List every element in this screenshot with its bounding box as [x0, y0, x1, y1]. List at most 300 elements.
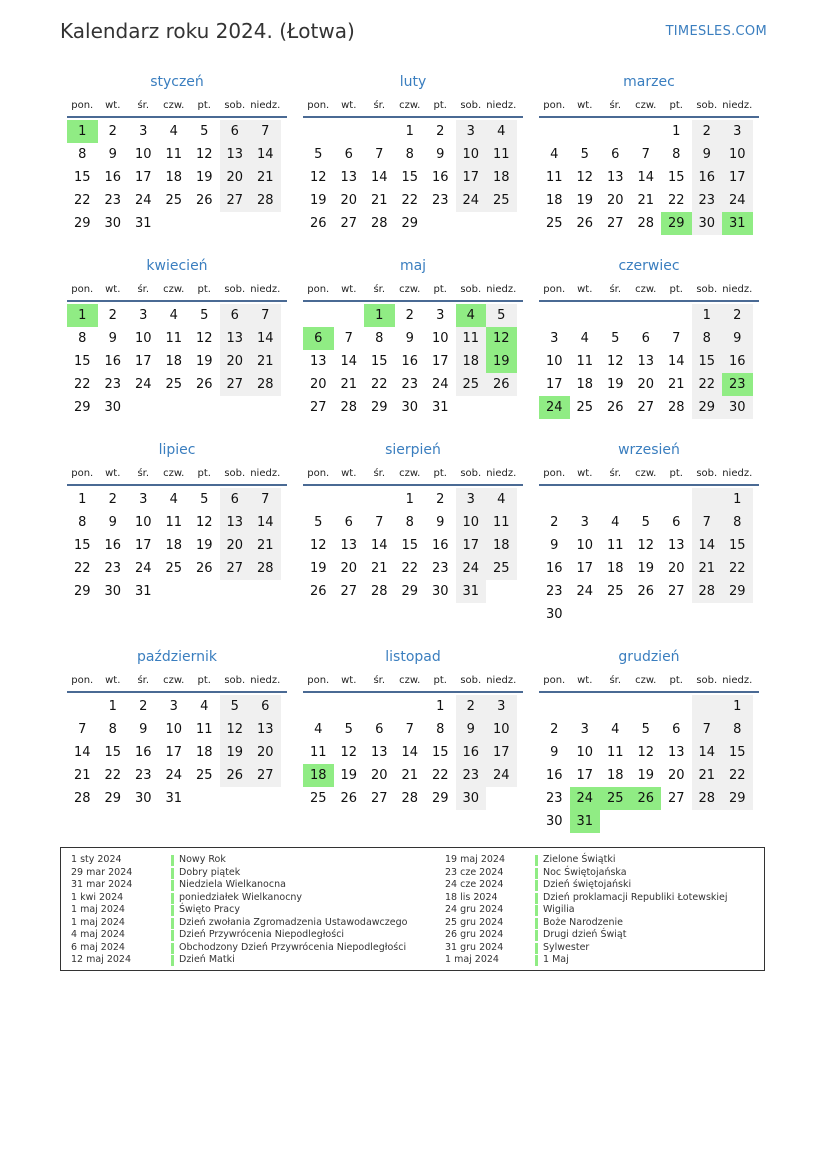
day-cell: 31	[456, 580, 487, 603]
month-block	[303, 438, 523, 603]
holiday-marker	[535, 905, 538, 916]
weekday-label: pt.	[433, 284, 447, 295]
holiday-marker	[171, 943, 174, 954]
day-cell: 15	[667, 170, 685, 185]
day-cell: 11	[165, 515, 183, 530]
weekday-header	[303, 670, 523, 693]
day-cell: 25	[165, 193, 183, 208]
weekday-label: niedz.	[250, 675, 281, 686]
day-cell: 7	[344, 331, 353, 346]
day-cell: 1	[67, 304, 98, 327]
day-cell: 18	[195, 745, 213, 760]
day-cell: 23	[722, 373, 753, 396]
day-cell: 31	[165, 791, 183, 806]
day-cell: 28	[692, 580, 723, 603]
day-cell: 26	[220, 764, 251, 787]
weekday-label: śr.	[137, 284, 150, 295]
holiday-marker	[171, 905, 174, 916]
day-cell: 18	[606, 561, 624, 576]
day-cell: 22	[104, 768, 122, 783]
empty-day-cell	[303, 488, 334, 511]
weekday-label: czw.	[163, 284, 185, 295]
day-cell: 7	[375, 515, 384, 530]
day-cell: 22	[692, 373, 723, 396]
day-cell: 2	[139, 699, 148, 714]
month-name: kwiecień	[146, 258, 208, 274]
weekday-label: pon.	[71, 100, 94, 111]
day-cell: 15	[722, 534, 753, 557]
day-cell: 30	[456, 787, 487, 810]
day-cell: 17	[165, 745, 183, 760]
day-cell: 28	[73, 791, 91, 806]
empty-day-cell	[570, 603, 601, 626]
day-cell: 20	[340, 561, 358, 576]
day-cell: 26	[195, 193, 213, 208]
holiday-marker	[171, 868, 174, 879]
day-cell: 2	[692, 120, 723, 143]
day-cell: 4	[169, 308, 178, 323]
day-cell: 28	[637, 216, 655, 231]
empty-day-cell	[250, 787, 281, 810]
month-block	[67, 645, 287, 810]
day-cell: 15	[73, 538, 91, 553]
day-cell: 21	[250, 534, 281, 557]
day-cell: 12	[606, 354, 624, 369]
empty-day-cell	[692, 603, 723, 626]
day-cell: 16	[431, 538, 449, 553]
empty-day-cell	[539, 120, 570, 143]
day-cell: 27	[340, 216, 358, 231]
day-cell: 15	[73, 170, 91, 185]
day-cell: 26	[309, 584, 327, 599]
day-cell: 7	[672, 331, 681, 346]
legend-holiday-name: Niedziela Wielkanocna	[179, 879, 286, 890]
day-cell: 29	[692, 396, 723, 419]
holiday-marker	[535, 918, 538, 929]
day-cell: 29	[401, 584, 419, 599]
legend-date: 1 maj 2024	[71, 904, 125, 915]
weekday-label: pt.	[433, 675, 447, 686]
legend-date: 31 mar 2024	[71, 879, 133, 890]
day-cell: 7	[250, 488, 281, 511]
weekday-label: sob.	[224, 100, 246, 111]
day-cell: 27	[250, 764, 281, 787]
day-cell: 23	[456, 764, 487, 787]
day-cell: 10	[576, 538, 594, 553]
weekday-label: pt.	[669, 284, 683, 295]
day-cell: 25	[545, 216, 563, 231]
day-grid	[303, 304, 523, 419]
month-block	[303, 70, 523, 235]
day-cell: 18	[486, 166, 517, 189]
weekday-label: niedz.	[722, 100, 753, 111]
day-grid	[67, 695, 287, 810]
day-cell: 4	[550, 147, 559, 162]
day-cell: 3	[486, 695, 517, 718]
empty-day-cell	[303, 695, 334, 718]
day-cell: 13	[220, 143, 251, 166]
day-cell: 20	[667, 768, 685, 783]
empty-day-cell	[303, 120, 334, 143]
day-cell: 27	[220, 373, 251, 396]
day-cell: 1	[672, 124, 681, 139]
weekday-label: sob.	[460, 284, 482, 295]
day-cell: 13	[309, 354, 327, 369]
day-cell: 27	[340, 584, 358, 599]
day-cell: 2	[436, 492, 445, 507]
weekday-label: niedz.	[250, 284, 281, 295]
day-cell: 11	[309, 745, 327, 760]
day-cell: 6	[303, 327, 334, 350]
weekday-label: czw.	[163, 468, 185, 479]
day-cell: 13	[220, 327, 251, 350]
day-cell: 22	[401, 561, 419, 576]
empty-day-cell	[539, 695, 570, 718]
month-block	[67, 70, 287, 235]
weekday-label: śr.	[609, 284, 622, 295]
day-cell: 15	[104, 745, 122, 760]
day-cell: 30	[104, 216, 122, 231]
day-cell: 22	[667, 193, 685, 208]
day-cell: 12	[486, 327, 517, 350]
weekday-label: wt.	[105, 100, 121, 111]
day-cell: 2	[405, 308, 414, 323]
day-cell: 16	[692, 166, 723, 189]
day-cell: 6	[220, 304, 251, 327]
legend-holiday-name: Noc Świętojańska	[543, 866, 627, 878]
day-cell: 26	[486, 373, 517, 396]
weekday-label: czw.	[399, 284, 421, 295]
day-cell: 14	[370, 538, 388, 553]
day-cell: 12	[220, 718, 251, 741]
day-cell: 25	[165, 377, 183, 392]
day-grid	[539, 488, 759, 626]
day-cell: 25	[600, 787, 631, 810]
empty-day-cell	[661, 603, 692, 626]
legend-date: 24 cze 2024	[445, 879, 504, 890]
legend-holiday-name: Wigilia	[543, 904, 575, 915]
month-name: lipiec	[158, 442, 196, 458]
day-cell: 11	[165, 147, 183, 162]
day-cell: 11	[606, 745, 624, 760]
day-cell: 10	[134, 331, 152, 346]
day-cell: 11	[576, 354, 594, 369]
day-cell: 30	[431, 584, 449, 599]
day-cell: 17	[576, 561, 594, 576]
day-cell: 6	[344, 147, 353, 162]
empty-day-cell	[128, 396, 159, 419]
weekday-label: pon.	[307, 675, 330, 686]
weekday-label: wt.	[341, 284, 357, 295]
day-cell: 4	[314, 722, 323, 737]
legend-holiday-name: Dobry piątek	[179, 866, 241, 878]
day-cell: 20	[637, 377, 655, 392]
month-name: styczeń	[150, 74, 204, 90]
day-cell: 19	[220, 741, 251, 764]
weekday-label: wt.	[577, 468, 593, 479]
weekday-label: pt.	[433, 100, 447, 111]
weekday-label: sob.	[696, 675, 718, 686]
holiday-marker	[171, 955, 174, 966]
day-cell: 3	[139, 492, 148, 507]
day-cell: 25	[165, 561, 183, 576]
day-cell: 14	[73, 745, 91, 760]
empty-day-cell	[250, 396, 281, 419]
day-cell: 12	[195, 147, 213, 162]
legend-date: 4 maj 2024	[71, 929, 125, 940]
day-cell: 3	[456, 120, 487, 143]
day-cell: 12	[309, 170, 327, 185]
weekday-label: czw.	[399, 468, 421, 479]
day-cell: 19	[576, 193, 594, 208]
day-cell: 6	[611, 147, 620, 162]
day-cell: 1	[692, 304, 723, 327]
empty-day-cell	[220, 212, 251, 235]
empty-day-cell	[425, 212, 456, 235]
day-cell: 18	[606, 768, 624, 783]
day-grid	[539, 695, 759, 833]
day-cell: 19	[637, 768, 655, 783]
day-cell: 29	[661, 212, 692, 235]
day-cell: 29	[370, 400, 388, 415]
day-cell: 2	[436, 124, 445, 139]
month-name: sierpień	[385, 442, 441, 458]
day-cell: 2	[108, 124, 117, 139]
day-cell: 6	[375, 722, 384, 737]
empty-day-cell	[456, 212, 487, 235]
day-cell: 22	[431, 768, 449, 783]
day-cell: 12	[637, 538, 655, 553]
day-cell: 5	[580, 147, 589, 162]
empty-day-cell	[486, 212, 517, 235]
day-cell: 19	[309, 193, 327, 208]
holiday-marker	[171, 930, 174, 941]
day-cell: 18	[165, 354, 183, 369]
empty-day-cell	[722, 603, 753, 626]
day-cell: 3	[722, 120, 753, 143]
day-cell: 9	[108, 147, 117, 162]
holiday-marker	[535, 893, 538, 904]
day-cell: 30	[722, 396, 753, 419]
day-cell: 21	[370, 193, 388, 208]
day-cell: 14	[340, 354, 358, 369]
day-cell: 6	[220, 488, 251, 511]
weekday-label: pon.	[71, 284, 94, 295]
day-cell: 2	[108, 308, 117, 323]
empty-day-cell	[661, 810, 692, 833]
day-cell: 5	[641, 515, 650, 530]
day-cell: 28	[250, 557, 281, 580]
weekday-label: śr.	[609, 468, 622, 479]
day-cell: 20	[220, 166, 251, 189]
empty-day-cell	[722, 810, 753, 833]
day-cell: 3	[139, 308, 148, 323]
day-cell: 20	[250, 741, 281, 764]
day-cell: 13	[220, 511, 251, 534]
weekday-label: pt.	[669, 468, 683, 479]
weekday-label: śr.	[373, 468, 386, 479]
day-cell: 15	[692, 350, 723, 373]
day-cell: 4	[611, 722, 620, 737]
month-block	[539, 438, 759, 626]
day-cell: 13	[667, 538, 685, 553]
day-cell: 20	[220, 534, 251, 557]
day-cell: 12	[340, 745, 358, 760]
legend-date: 1 kwi 2024	[71, 891, 124, 903]
day-cell: 2	[108, 492, 117, 507]
weekday-label: czw.	[399, 100, 421, 111]
weekday-label: wt.	[341, 468, 357, 479]
day-cell: 17	[545, 377, 563, 392]
weekday-label: pt.	[669, 100, 683, 111]
weekday-label: czw.	[635, 284, 657, 295]
legend-holiday-name: Dzień proklamacji Republiki Łotewskiej	[543, 891, 728, 903]
day-cell: 1	[436, 699, 445, 714]
day-cell: 8	[672, 147, 681, 162]
day-cell: 10	[134, 515, 152, 530]
day-cell: 5	[200, 124, 209, 139]
weekday-label: niedz.	[250, 468, 281, 479]
day-cell: 19	[195, 538, 213, 553]
weekday-label: śr.	[373, 675, 386, 686]
day-cell: 20	[606, 193, 624, 208]
day-cell: 3	[550, 331, 559, 346]
month-block	[67, 254, 287, 419]
empty-day-cell	[570, 120, 601, 143]
legend-holiday-name: Dzień Matki	[179, 954, 235, 965]
day-cell: 13	[340, 170, 358, 185]
month-block	[539, 645, 759, 833]
day-cell: 5	[344, 722, 353, 737]
day-cell: 9	[436, 147, 445, 162]
legend-holiday-name: poniedziałek Wielkanocny	[179, 891, 303, 903]
weekday-label: śr.	[373, 100, 386, 111]
day-cell: 18	[165, 538, 183, 553]
empty-day-cell	[661, 695, 692, 718]
month-block	[67, 438, 287, 603]
day-cell: 17	[722, 166, 753, 189]
day-cell: 16	[722, 350, 753, 373]
site-link[interactable]: TIMESLES.COM	[665, 24, 767, 39]
empty-day-cell	[159, 580, 190, 603]
holiday-marker	[535, 880, 538, 891]
day-cell: 8	[375, 331, 384, 346]
day-grid	[67, 120, 287, 235]
day-cell: 8	[722, 511, 753, 534]
day-cell: 18	[576, 377, 594, 392]
day-cell: 14	[637, 170, 655, 185]
day-cell: 21	[637, 193, 655, 208]
holiday-marker	[171, 880, 174, 891]
day-cell: 19	[195, 354, 213, 369]
day-cell: 7	[250, 304, 281, 327]
empty-day-cell	[486, 396, 517, 419]
day-cell: 1	[405, 124, 414, 139]
day-cell: 25	[309, 791, 327, 806]
day-cell: 12	[309, 538, 327, 553]
weekday-label: sob.	[696, 100, 718, 111]
day-cell: 10	[576, 745, 594, 760]
legend-date: 1 maj 2024	[445, 954, 499, 965]
day-cell: 25	[486, 189, 517, 212]
day-cell: 14	[250, 327, 281, 350]
day-cell: 26	[309, 216, 327, 231]
day-cell: 18	[456, 350, 487, 373]
day-cell: 8	[78, 515, 87, 530]
day-cell: 5	[314, 147, 323, 162]
day-cell: 27	[309, 400, 327, 415]
day-cell: 4	[580, 331, 589, 346]
holiday-marker	[171, 918, 174, 929]
weekday-label: sob.	[460, 468, 482, 479]
day-cell: 1	[364, 304, 395, 327]
day-cell: 31	[134, 216, 152, 231]
day-cell: 26	[340, 791, 358, 806]
day-cell: 19	[309, 561, 327, 576]
weekday-label: śr.	[373, 284, 386, 295]
empty-day-cell	[600, 304, 631, 327]
day-cell: 14	[401, 745, 419, 760]
day-cell: 14	[692, 741, 723, 764]
weekday-label: czw.	[399, 675, 421, 686]
empty-day-cell	[539, 488, 570, 511]
day-cell: 12	[195, 515, 213, 530]
weekday-label: pt.	[197, 468, 211, 479]
day-cell: 29	[73, 584, 91, 599]
day-cell: 19	[486, 350, 517, 373]
holiday-marker	[535, 868, 538, 879]
day-cell: 5	[641, 722, 650, 737]
weekday-header	[539, 279, 759, 302]
day-cell: 6	[344, 515, 353, 530]
day-cell: 5	[200, 308, 209, 323]
day-cell: 26	[195, 377, 213, 392]
day-cell: 2	[456, 695, 487, 718]
day-cell: 17	[456, 166, 487, 189]
day-cell: 13	[667, 745, 685, 760]
weekday-label: pon.	[543, 284, 566, 295]
day-cell: 21	[692, 557, 723, 580]
weekday-label: czw.	[635, 100, 657, 111]
day-cell: 3	[580, 515, 589, 530]
day-cell: 20	[340, 193, 358, 208]
weekday-header	[67, 95, 287, 118]
day-cell: 4	[456, 304, 487, 327]
day-cell: 6	[641, 331, 650, 346]
holiday-marker	[535, 955, 538, 966]
weekday-header	[303, 463, 523, 486]
weekday-label: wt.	[577, 100, 593, 111]
weekday-header	[67, 279, 287, 302]
day-cell: 26	[195, 561, 213, 576]
legend-date: 26 gru 2024	[445, 929, 504, 940]
weekday-label: wt.	[105, 468, 121, 479]
day-cell: 10	[486, 718, 517, 741]
day-cell: 17	[134, 538, 152, 553]
empty-day-cell	[570, 695, 601, 718]
legend-holiday-name: Obchodzony Dzień Przywrócenia Niepodległości	[179, 941, 407, 953]
empty-day-cell	[189, 396, 220, 419]
weekday-label: wt.	[105, 284, 121, 295]
day-cell: 9	[108, 515, 117, 530]
day-cell: 14	[667, 354, 685, 369]
day-cell: 19	[606, 377, 624, 392]
weekday-header	[303, 279, 523, 302]
day-cell: 2	[550, 515, 559, 530]
day-cell: 16	[104, 538, 122, 553]
day-cell: 27	[220, 189, 251, 212]
day-cell: 24	[456, 189, 487, 212]
